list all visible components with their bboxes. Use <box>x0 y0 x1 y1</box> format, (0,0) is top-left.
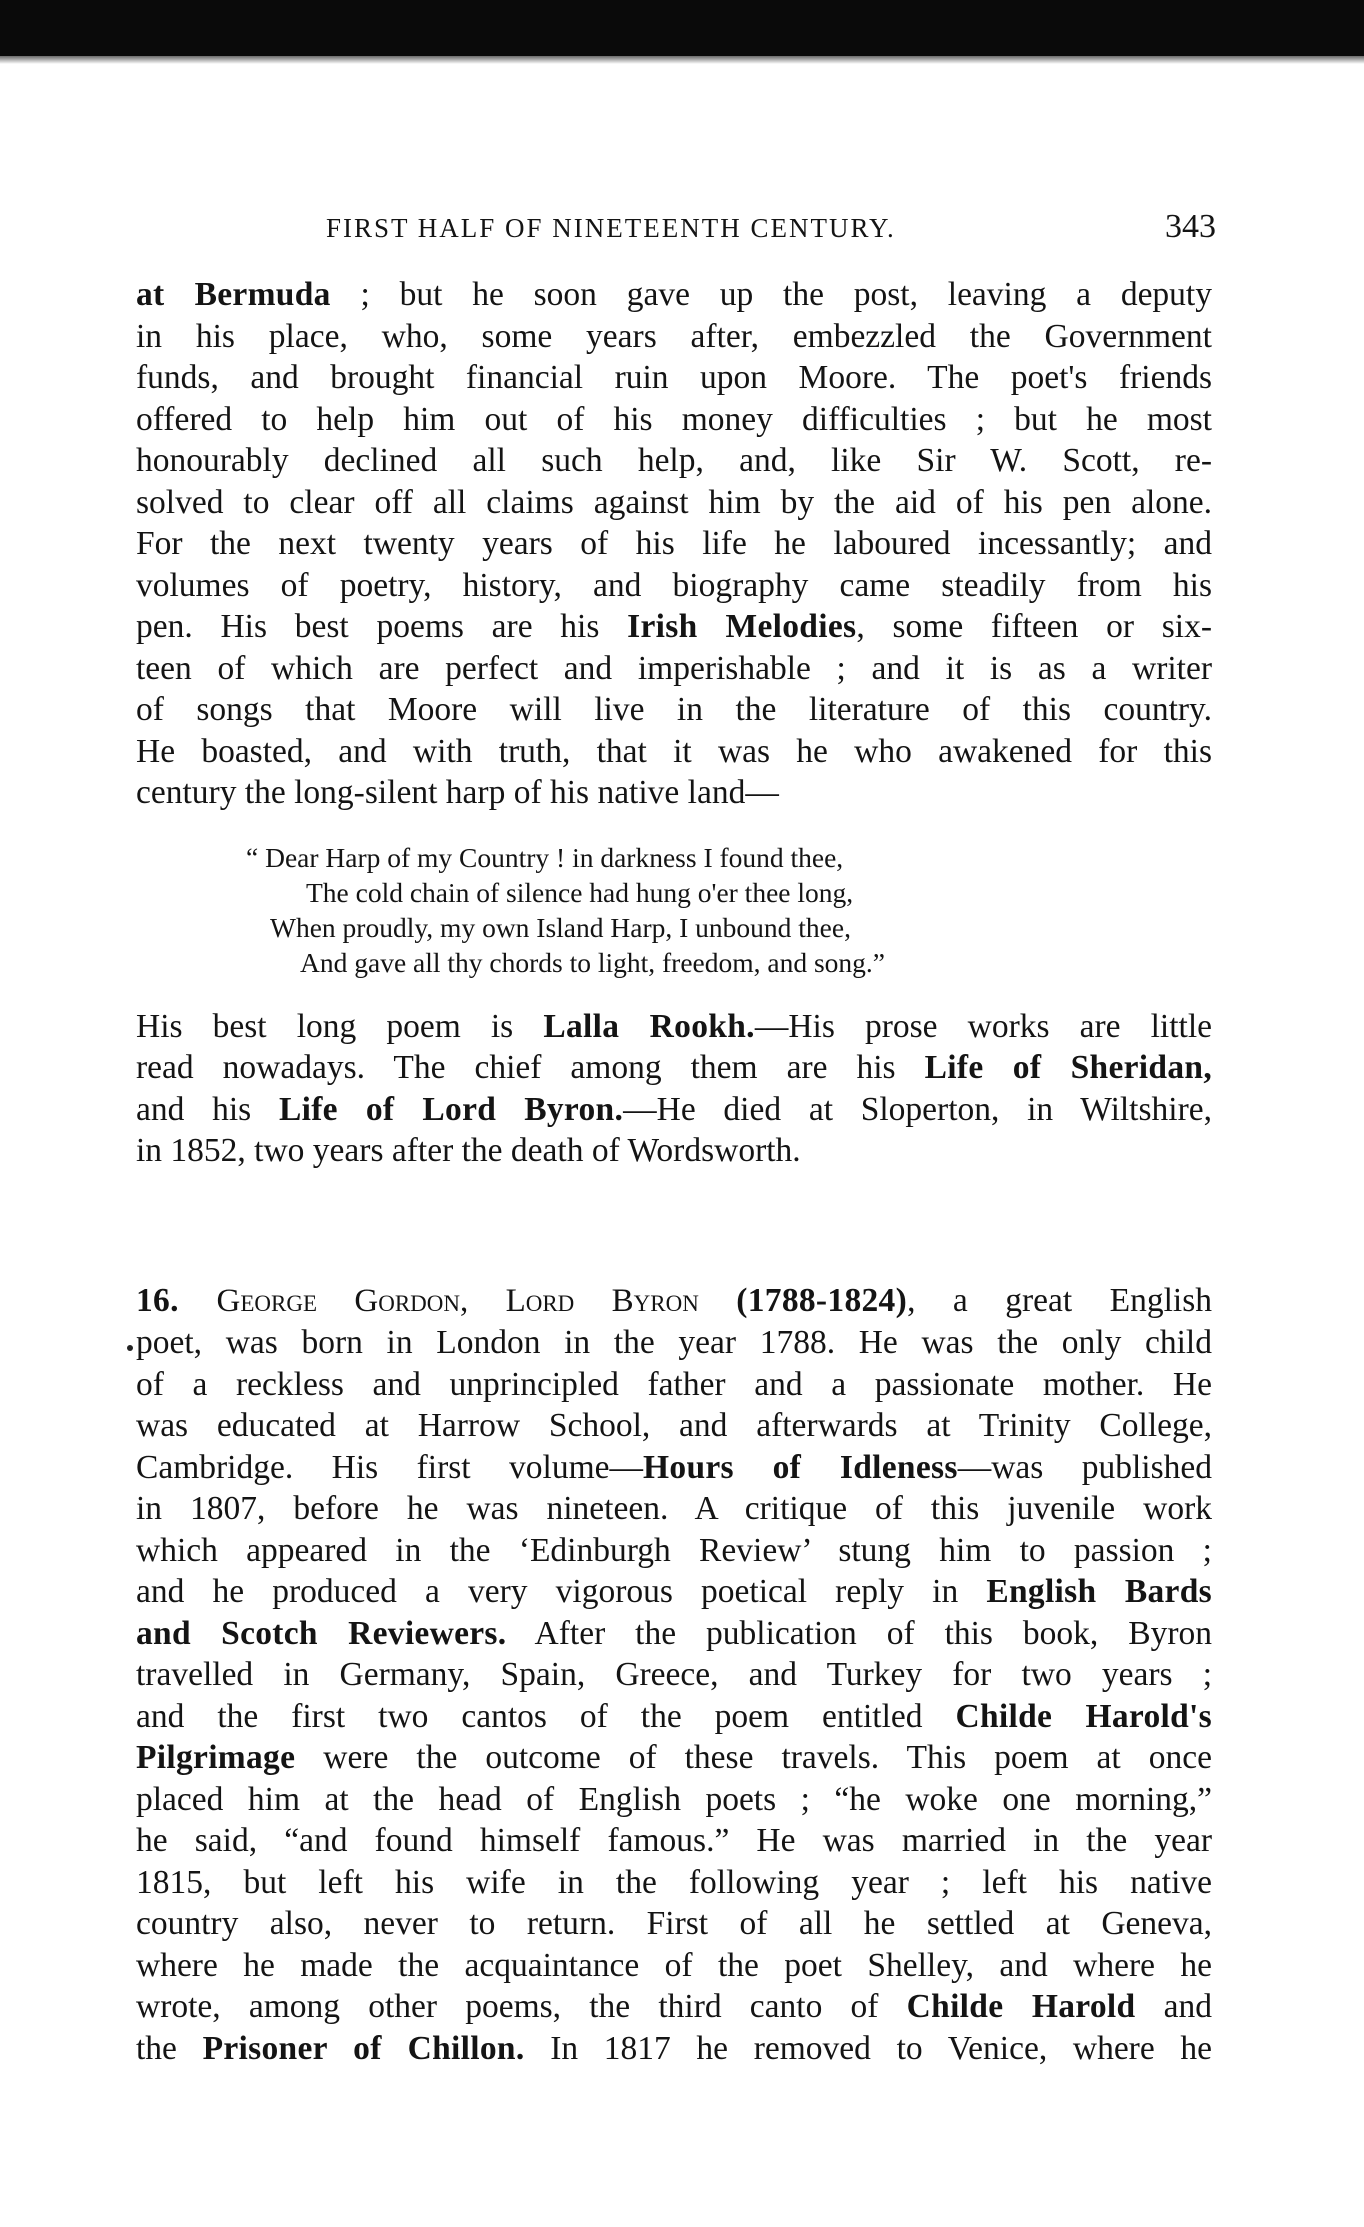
text-span: country also, never to return. First of all he settled at Geneva, <box>136 1905 1212 1942</box>
running-head-title: FIRST HALF OF NINETEENTH CENTURY. <box>326 213 896 243</box>
small-caps-name: George Gordon, Lord Byron <box>216 1282 699 1319</box>
text-line <box>136 1696 1212 1738</box>
running-head <box>136 208 1216 274</box>
text-line <box>136 1364 1212 1406</box>
section-gap <box>136 1172 1212 1280</box>
text-line <box>136 1405 1212 1447</box>
text-span: which appeared in the ‘Edinburgh Review’ stung him to passion ; <box>136 1531 1212 1569</box>
book-page <box>136 208 1216 2069</box>
text-line <box>136 399 1212 441</box>
scan-border-fray <box>0 56 1364 64</box>
page-number: 343 <box>1165 208 1216 245</box>
text-span: in 1807, before he was nineteen. A critique of this juvenile work <box>136 1490 1212 1527</box>
bold-title-text: (1788-1824) <box>736 1281 908 1319</box>
text-line <box>136 1779 1212 1821</box>
bold-title-text: Irish Melodies <box>627 608 857 645</box>
bold-title-text: at Bermuda <box>136 276 331 313</box>
text-span: —He died at Sloperton, in Wiltshire, <box>623 1090 1212 1128</box>
bold-title-text: Hours of Idleness <box>643 1448 958 1486</box>
text-span: in his place, who, some years after, embezzled the Government <box>136 317 1212 355</box>
text-line <box>136 1280 1212 1323</box>
scan-top-border <box>0 0 1364 56</box>
text-span: For the next twenty years of his life he laboured incessantly; and <box>136 525 1212 562</box>
text-span <box>699 1282 736 1319</box>
text-span: volumes of poetry, history, and biography came steadily from his <box>136 566 1212 604</box>
text-span: poet, was born in London in the year 1788. He was the only child <box>136 1324 1212 1361</box>
text-line <box>136 357 1212 399</box>
poem-line: And gave all thy chords to light, freedom, and song.” <box>300 946 886 978</box>
text-span: were the outcome of these travels. This poem at once <box>295 1739 1212 1776</box>
poem-quotation <box>136 840 1212 980</box>
byron-paragraph <box>136 1280 1212 2070</box>
text-line <box>136 565 1212 607</box>
poem-line: The cold chain of silence had hung o'er thee long, <box>306 876 854 908</box>
text-span: funds, and brought financial ruin upon Moore. The poet's friends <box>136 359 1212 396</box>
bold-title-text: Childe Harold's <box>955 1697 1212 1735</box>
bold-title-text: Childe Harold <box>906 1988 1136 2025</box>
text-line <box>136 772 1212 814</box>
text-line <box>136 482 1212 524</box>
bold-title-text: 16. <box>136 1281 217 1319</box>
text-span: he said, “and found himself famous.” He was married in the year <box>136 1822 1212 1859</box>
text-span: teen of which are perfect and imperishable ; and it is as a writer <box>136 649 1212 687</box>
text-span: —His prose works are little <box>754 1007 1213 1045</box>
text-line <box>136 731 1212 773</box>
text-line <box>136 523 1212 565</box>
text-line <box>136 1945 1212 1987</box>
text-span: honourably declined all such help, and, like Sir W. Scott, re- <box>136 442 1212 479</box>
text-span: ; but he soon gave up the post, leaving a deputy <box>330 276 1212 313</box>
text-line <box>136 1654 1212 1696</box>
text-span: After the publication of this book, Byron <box>506 1614 1212 1652</box>
text-span: and his <box>136 1090 279 1128</box>
text-line <box>136 1903 1212 1945</box>
moore-paragraph <box>136 274 1212 814</box>
text-span: , a great English <box>907 1281 1213 1319</box>
text-span: In 1817 he removed to Venice, where he <box>524 2029 1212 2067</box>
bold-title-text: Pilgrimage <box>136 1739 296 1776</box>
text-line <box>136 1322 1212 1364</box>
text-line <box>136 1447 1212 1489</box>
text-span: He boasted, and with truth, that it was he who awakened for this <box>136 732 1212 770</box>
text-span: wrote, among other poems, the third canto of <box>136 1988 907 2025</box>
text-span: His best long poem is <box>136 1007 544 1045</box>
text-line <box>136 2028 1212 2070</box>
text-line <box>136 606 1212 648</box>
bold-title-text: English Bards <box>986 1573 1212 1610</box>
moore-closing-paragraph <box>136 1006 1212 1172</box>
text-line <box>136 1047 1212 1089</box>
text-line <box>136 1530 1212 1572</box>
margin-dot <box>127 1345 133 1351</box>
text-line <box>136 1820 1212 1862</box>
text-line <box>136 1130 1212 1172</box>
text-line <box>136 1613 1212 1655</box>
text-line <box>136 440 1212 482</box>
text-span: where he made the acquaintance of the poet Shelley, and where he <box>136 1946 1212 1984</box>
bold-title-text: Life of Sheridan, <box>924 1049 1212 1086</box>
text-span: 1815, but left his wife in the following year ; left his native <box>136 1863 1212 1901</box>
bold-title-text: Lalla Rookh. <box>543 1007 755 1045</box>
text-line <box>136 316 1212 358</box>
text-line <box>136 689 1212 731</box>
text-span: of a reckless and unprincipled father and a passionate mother. He <box>136 1365 1212 1403</box>
poem-line: “ Dear Harp of my Country ! in darkness I found thee, <box>246 841 844 873</box>
text-span: placed him at the head of English poets ; “he woke one morning,” <box>136 1780 1212 1818</box>
text-span: solved to clear off all claims against him by the aid of his pen alone. <box>136 483 1212 521</box>
text-line <box>136 1571 1212 1613</box>
text-span: century the long-silent harp of his native land— <box>136 774 779 811</box>
text-line <box>136 648 1212 690</box>
text-span: and he produced a very vigorous poetical reply in <box>136 1573 987 1610</box>
text-span: pen. His best poems are his <box>136 608 628 645</box>
bold-title-text: Life of Lord Byron. <box>278 1090 624 1128</box>
text-span: , some fifteen or six- <box>856 608 1212 645</box>
text-span: travelled in Germany, Spain, Greece, and Turkey for two years ; <box>136 1656 1212 1693</box>
text-span: of songs that Moore will live in the literature of this country. <box>136 691 1212 728</box>
bold-title-text: and Scotch Reviewers. <box>136 1614 507 1652</box>
text-line <box>136 1862 1212 1904</box>
text-span: in 1852, two years after the death of Wordsworth. <box>136 1132 801 1169</box>
text-span: Cambridge. His first volume— <box>136 1448 644 1486</box>
text-line <box>136 1089 1212 1131</box>
bold-title-text: Prisoner of Chillon. <box>202 2029 525 2067</box>
text-span: was educated at Harrow School, and afterwards at Trinity College, <box>136 1407 1212 1444</box>
text-line <box>136 274 1212 316</box>
text-line <box>136 1006 1212 1048</box>
text-span: offered to help him out of his money difficulties ; but he most <box>136 400 1212 438</box>
text-span: read nowadays. The chief among them are his <box>136 1049 925 1086</box>
text-line <box>136 1737 1212 1779</box>
text-span: the <box>136 2029 203 2067</box>
text-span: and <box>1135 1988 1212 2025</box>
text-span: and the first two cantos of the poem entitled <box>136 1697 956 1735</box>
poem-line: When proudly, my own Island Harp, I unbound thee, <box>270 911 851 943</box>
text-span: —was published <box>957 1448 1212 1486</box>
text-line <box>136 1986 1212 2028</box>
text-line <box>136 1488 1212 1530</box>
